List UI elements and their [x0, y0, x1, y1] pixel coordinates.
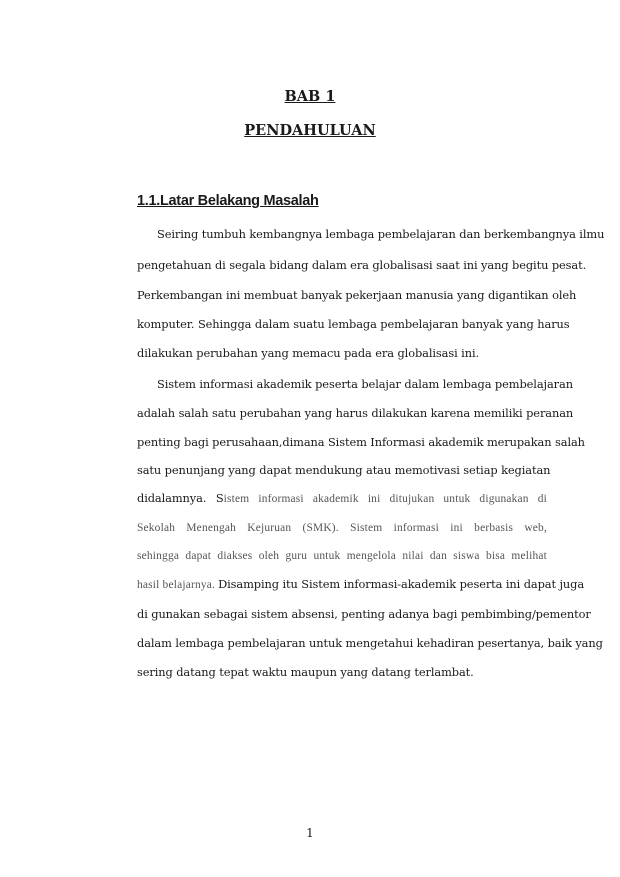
paragraph-2-line-8 — [137, 576, 585, 593]
paragraph-2-line-7: sehingga dapat diakses oleh guru untuk mengelola nilai dan siswa bisa melihat — [137, 550, 547, 562]
paragraph-1-line-3: Perkembangan ini membuat banyak pekerjaan manusia yang digantikan oleh — [137, 288, 577, 302]
paragraph-2-line-4: satu penunjang yang dapat mendukung atau memotivasi setiap kegiatan — [137, 463, 551, 477]
paragraph-1-line-2: pengetahuan di segala bidang dalam era globalisasi saat ini yang begitu pesat. — [137, 258, 587, 272]
paragraph-2-line-5-dark-text: didalamnya. S — [137, 491, 224, 505]
chapter-number: BAB 1 — [284, 88, 336, 105]
section-heading: 1.1.Latar Belakang Masalah — [137, 193, 319, 209]
chapter-title: PENDAHULUAN — [244, 122, 376, 139]
paragraph-2-line-11: sering datang tepat waktu maupun yang datang terlambat. — [137, 665, 474, 679]
paragraph-2-line-3: penting bagi perusahaan,dimana Sistem Informasi akademik merupakan salah — [137, 435, 585, 449]
paragraph-2-line-8-light-text: hasil belajarnya. — [137, 579, 219, 591]
paragraph-2-line-6: Sekolah Menengah Kejuruan (SMK). Sistem informasi ini berbasis web, — [137, 522, 547, 534]
paragraph-1-line-5: dilakukan perubahan yang memacu pada era globalisasi ini. — [137, 346, 480, 360]
paragraph-2-line-10: dalam lembaga pembelajaran untuk mengetahui kehadiran pesertanya, baik yang — [137, 636, 603, 650]
paragraph-2-line-5-light-text: istem informasi akademik ini ditujukan untuk digunakan di — [223, 493, 548, 505]
paragraph-2-line-2: adalah salah satu perubahan yang harus dilakukan karena memiliki peranan — [137, 406, 574, 420]
paragraph-2-line-9: di gunakan sebagai sistem absensi, penting adanya bagi pembimbing/pementor — [137, 607, 591, 621]
paragraph-1-line-1: Seiring tumbuh kembangnya lembaga pembelajaran dan berkembangnya ilmu — [157, 227, 605, 241]
paragraph-2-line-5 — [137, 490, 547, 507]
paragraph-2-line-8-dark-text: Disamping itu Sistem informasi-akademik peserta ini dapat juga — [218, 577, 585, 591]
paragraph-2-line-1: Sistem informasi akademik peserta belajar dalam lembaga pembelajaran — [157, 377, 573, 391]
paragraph-1-line-4: komputer. Sehingga dalam suatu lembaga pembelajaran banyak yang harus — [137, 317, 570, 331]
page-number: 1 — [306, 826, 314, 840]
